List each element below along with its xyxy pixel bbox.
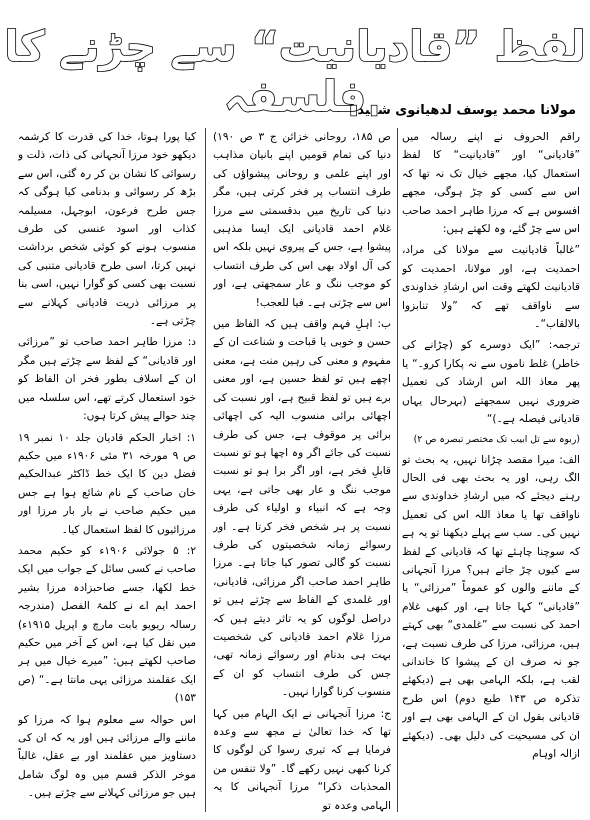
- column-divider: [397, 128, 398, 812]
- paragraph: ص ۱۸۵، روحانی خزائن ج ۳ ص ۱۹۰) دنیا کی تمام قومیں اپنے بانیان مذاہب اور اپنے علمی و روحانی پیشواؤں کی طرف انتساب پر فخر کرتی ہیں، مگر دنیا کی تاریخ میں بدقسمتی سے مرزا غلام احمد قادیانی ایک ایسا مذہبی پیشوا ہے، جس کے پیروی نہیں بلکہ اس کی آل اولاد بھی اس کی طرف انتساب کو موجب ننگ و عار سمجھتی ہے، اور اس سے چڑتی ہے۔ فیا للعجب!: [213, 131, 391, 309]
- paragraph: ترجمہ: ”ایک دوسرے کو (چڑانے کی خاطر) غلط ناموں سے نہ پکارا کرو۔“ یا پھر معاذ اللہ اس ارشاد کی تعمیل ضروری نہیں سمجھتے (بہرحال یہاں قادیانی فیصلہ ہے۔)“: [402, 339, 580, 426]
- author-byline: مولانا محمد یوسف لدھیانوی شہیدؒ: [349, 103, 576, 118]
- paragraph: ج: مرزا آنجہانی نے ایک الہام میں کہا تھا کہ خدا تعالیٰ نے مجھ سے وعدہ فرمایا ہے کہ تیری رسوا کن لوگوں کا کرنا کبھی نہیں رکھے گا۔ ”ولا تنفس من المحذبات ذکرا“ مرزا آنجہانی کا یہ الہامی وعدہ تو: [213, 707, 391, 812]
- article-column-2: [213, 128, 391, 812]
- reference: (ربوہ سے تل ابیب تک مختصر تبصرہ ص ۲): [413, 433, 580, 445]
- paragraph: ۲: ۵ جولائی ۱۹۰۶ء کو حکیم محمد صاحب نے کسی سائل کے جواب میں ایک خط لکھا، جسے صاحبزادہ مرزا بشیر احمد ایم اے نے کلمۃ الفصل (مندرجہ رسالہ ریویو بابت مارچ و اپریل ۱۹۱۵ء) میں نقل کیا ہے، اس کے آخر میں حکیم صاحب لکھتے ہیں: ”میرے خیال میں ہر ایک عقلمند مرزائی یہی مانتا ہے۔“ (ص ۱۵۳): [18, 544, 196, 705]
- paragraph: د: مرزا طاہر احمد صاحب تو ”مرزائی اور قادیانی“ کے لفظ سے چڑتے ہیں مگر ان کے اسلاف بطور فخر ان الفاظ کو خود استعمال کرتے تھے، اس سلسلہ میں چند حوالے پیش کرتا ہوں:: [18, 336, 196, 423]
- column-divider: [205, 128, 206, 812]
- paragraph: ب: اہلِ فہم واقف ہیں کہ الفاظ میں حسن و خوبی یا قباحت و شناعت ان کے مفہوم و معنی کی رہین منت ہے، معنی اچھے ہیں تو لفظ حسین ہے، اور معنی برے ہیں تو لفظ قبیح ہے، اور نسبت کی اچھائی برائی منسوب الیہ کی اچھائی برائی پر موقوف ہے، جس کی طرف نسبت کی جائے اگر وہ اچھا ہو تو نسبت قابلِ فخر ہے، اور اگر برا ہو تو نسبت موجب ننگ و عار بھی جاتی ہے، یہی وجہ ہے کہ انبیاء و اولیاء کی طرف نسبت پر ہر شخص فخر کرتا ہے۔ اور رسوائے زمانہ شخصیتوں کی طرف نسبت کو گالی تصور کیا جاتا ہے۔ مرزا طاہر احمد صاحب اگر مرزائی، قادیانی، اور غلمدی کے الفاظ سے چڑتے ہیں تو دراصل لوگوں کو یہ تاثر دیتے ہیں کہ مرزا غلام احمد قادیانی کی شخصیت بہت ہی بدنام اور رسوائے زمانہ تھی، جس کی طرف انتساب کو ان کے منسوب کرنا گوارا نہیں۔: [213, 318, 391, 699]
- quote: ”غالباً قادیانیت سے مولانا کی مراد، احمدیت ہے، اور مولانا، احمدیت کو قادیانیت لکھتے وقت اس ارشادِ خداوندی سے ناواقف تھے کہ ”ولا تنابزوا بالالقاب“۔: [402, 244, 580, 331]
- paragraph: راقم الحروف نے اپنے رسالہ میں ”قادیانی“ اور ”قادیانیت“ کا لفظ استعمال کیا، مجھے خیال تک نہ تھا کہ اس سے کسی کو چڑ ہوگی، مجھے افسوس ہے کہ مرزا طاہر احمد صاحب اس سے چڑ گئے، وہ لکھتے ہیں:: [402, 131, 580, 236]
- paragraph: ۱: اخبار الحکم قادیان جلد ۱۰ نمبر ۱۹ ص ۹ مورخہ ۳۱ مئی ۱۹۰۶ء میں حکیم فضل دین کا ایک خط ڈاکٹر عبدالحکیم خان صاحب کے نام شائع ہوا ہے جس میں حکیم صاحب نے بار بار مرزا اور مرزائیوں کا لفظ استعمال کیا۔: [18, 431, 196, 536]
- article-column-3: [18, 128, 196, 812]
- article-title: لفظ ”قادیانیت“ سے چڑنے کا فلسفہ: [4, 22, 586, 121]
- paragraph: الف: میرا مقصد چڑانا نہیں، یہ بحث تو الگ رہی، اور یہ بحث بھی فی الحال رہنے دیجئے کہ میں ارشادِ خداوندی سے ناواقف تھا یا معاذ اللہ اس کی تعمیل نہیں کی۔ سب سے پہلے دیکھنا تو یہ ہے کہ سوچنا چاہئے تھا کہ قادیانی کے لفظ سے کیوں چڑ جاتے ہیں؟ مرزا آنجہانی کے ماننے والوں کو عموماً ”مرزائی“ یا ”قادیانی“ کہا جاتا ہے، اور کبھی غلام احمد کی نسبت سے ”غلمدی“ بھی کہتے ہیں، مرزائی، مرزا کی طرف نسبت ہے، جو نہ صرف ان کے پیشوا کا خاندانی لقب ہے، بلکہ الہامی بھی ہے (دیکھئے تذکرہ ص ۱۴۳ طبع دوم) اس طرح قادیانی بقول ان کے الہامی بھی ہے اور ان کی مسیحیت کی دلیل بھی۔ (دیکھئے ازالہ اوہام: [402, 453, 580, 760]
- paragraph: اس حوالہ سے معلوم ہوا کہ مرزا کو ماننے والے مرزائی ہیں اور یہ کہ ان کی دستاویز میں عقلمند اور بے عقل، غالباً موخر الذکر قسم میں وہ لوگ شامل ہیں جو مرزائی کہلانے سے چڑتے ہیں۔: [18, 713, 196, 800]
- article-column-1: [402, 128, 580, 812]
- paragraph: کیا پورا ہوتا، خدا کی قدرت کا کرشمہ دیکھو خود مرزا آنجہانی کی ذات، ذلت و رسوائی کا نشان بن کر رہ گئی، اس سے بڑھ کر رسوائی و بدنامی کیا ہوگی کہ جس طرح فرعون، ابوجہل، مسیلمہ کذاب اور اسود عنسی کی طرف منسوب ہونے کو کوئی شخص برداشت نہیں کرتا، اسی طرح قادیانی متنبی کی نسبت بھی کسی کو گوارا نہیں، اسی بنا پر مرزائی ذریت قادیانی کہلانے سے چڑتی ہے۔: [18, 131, 196, 328]
